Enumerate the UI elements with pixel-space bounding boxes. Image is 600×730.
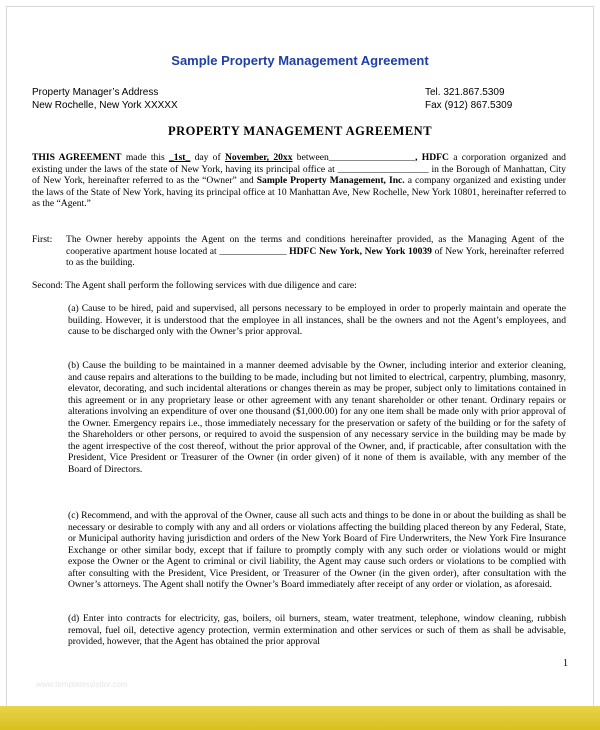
agreement-day: _1st_ [168,152,191,163]
first-text-1: The Owner hereby appoints the Agent on the terms and conditions hereinafter provided, as the Managing Agent of the cooperative apartment house located at [66,234,564,257]
agreement-heading: PROPERTY MANAGEMENT AGREEMENT [167,124,433,138]
fax: Fax (912) 867.5309 [425,100,513,111]
contact-info [425,86,512,112]
agreement-month: November, 20xx [224,152,293,163]
first-clause [32,234,566,269]
address-line-1: Property Manager’s Address [32,87,159,98]
page-number: 1 [563,658,568,669]
second-clause: Second: The Agent shall perform the following services with due diligence and care: [32,280,357,291]
owner-hdfc: , HDFC [415,152,449,163]
intro-text-1: made this [121,152,169,163]
item-c: (c) Recommend, and with the approval of the Owner, cause all such acts and things to be done in or about the building as shall be necessary or desirable to comply with any and all orders or violations affecting the building placed thereon by any Federal, State, or Municipal authority having jurisdiction and orders of the New York Board of Fire Underwriters, the New York Fire Insurance Exchange or other similar body, except that if failure to promptly comply with any such order or violations would or might expose the Owner or the Agent to criminal or civil liability, the Agent may cause such orders or violations to be complied with after consulting with the President, Vice President, or Treasurer of the Owner (in the given order), after consultation with the Owner’s attorneys. The Agent shall notify the Owner’s Board immediately after receipt of any order or violation, as aforesaid. [68,510,566,590]
intro-paragraph [32,152,566,210]
intro-text-3: between [292,152,329,163]
intro-text-6: a company organized and existing under the laws of the State of New York, having its principal office at 10 Manhattan Ave, New Rochelle, New York 10801, hereinafter referred to as the “Agent.” [32,175,567,209]
document-title: Sample Property Management Agreement [171,53,429,68]
first-body [66,234,564,269]
manager-address [32,86,178,112]
watermark: www.templatesvisitor.com [36,680,128,689]
agent-company: Sample Property Management, Inc. [256,175,405,186]
intro-text-4: a corporation organized and existing under the laws of the state of New York, having its principal office at [32,152,566,175]
first-text-2: of New York, hereinafter referred to as the building. [66,245,564,268]
intro-text-2: day of [190,152,225,163]
item-d: (d) Enter into contracts for electricity, gas, boilers, oil burners, steam, water treatment, telephone, window cleaning, rubbish removal, fuel oil, detective agency protection, vermin extermination and other services or such of them as shall be advisable, provided, however, that the Agent has obtained the prior approval [68,613,566,647]
intro-text-5: in the Borough of Manhattan, City of New York, hereinafter referred to as the “Owner” and [32,163,566,186]
item-a: (a) Cause to be hired, paid and supervised, all persons necessary to be employed in order to properly maintain and operate the building. However, it is understood that the employee in all instances, shall be the owners and not the Agent’s employees, and cause to be discharged only with the Owner’s prior approval. [68,303,566,337]
item-b: (b) Cause the building to be maintained in a manner deemed advisable by the Owner, including interior and exterior cleaning, and cause repairs and alterations to the building to be made, including but not limited to electrical, carpentry, plumbing, masonry, elevator, decorating, and such incidental alterations or changes therein as may be proper, subject only to limitations contained in this agreement or in any proprietary lease or other agreement with any tenant shareholder or other tenant. Ordinary repairs or alterations involving an expenditure of over one thousand ($1,000.00) for any one item shall be made only with prior approval of the Owner. Emergency repairs i.e., those immediately necessary for the preservation or safety of the building or for the safety of the Shareholders or other persons, or required to avoid the suspension of any necessary service in the building may be made by the agent irrespective of the cost thereof, without the prior approval of the Owner, and, if practicable, after consultation with the President, Vice President or Treasurer of the Owner (in order given) of it none of them is available, with any member of the Board of Directors. [68,360,566,475]
telephone: Tel. 321.867.5309 [425,87,505,98]
first-label: First: [32,234,53,245]
owner-name-blank: __________________ [328,152,416,163]
first-blank: ______________ [219,245,287,257]
building-location: HDFC New York, New York 10039 [286,245,432,257]
bottom-band [0,706,600,730]
address-line-2: New Rochelle, New York XXXXX [32,100,178,111]
owner-address-blank: ___________________ [337,163,429,175]
agreement-lead: THIS AGREEMENT [32,152,122,163]
